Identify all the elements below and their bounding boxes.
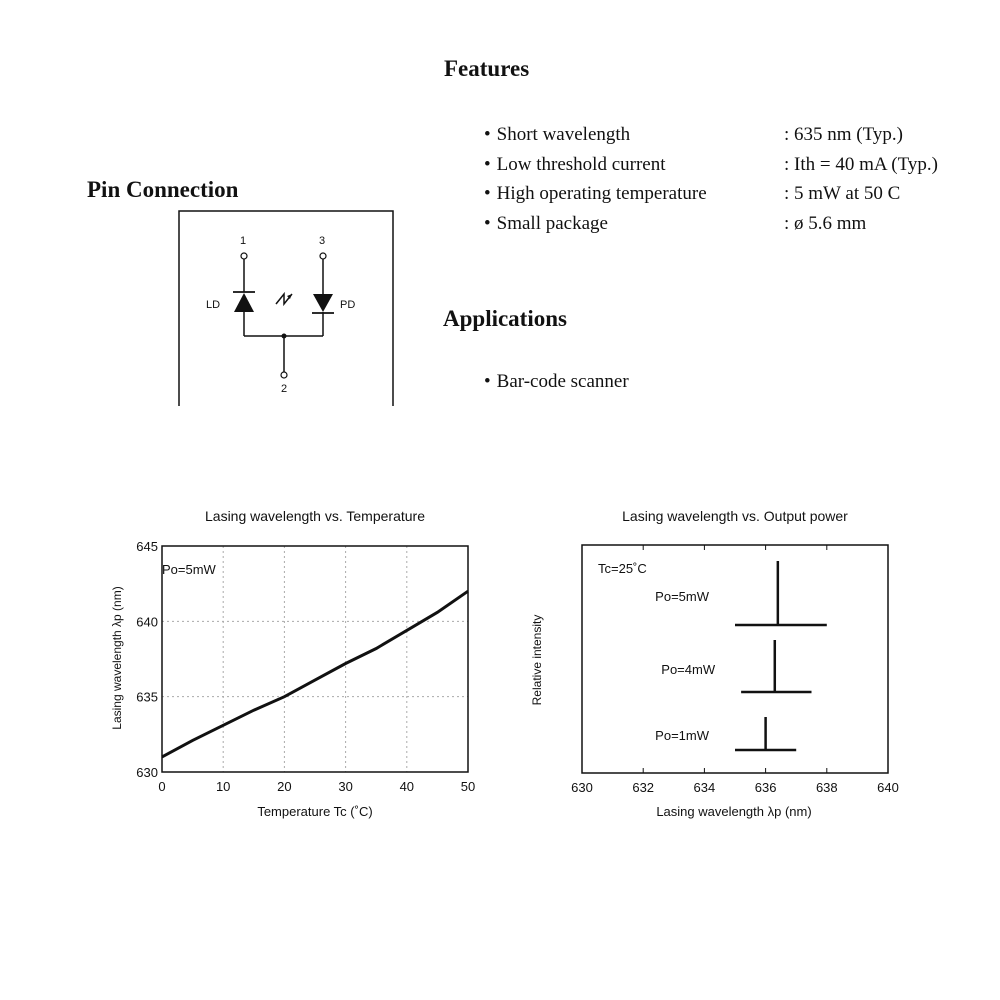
pin-connection-heading: Pin Connection [87, 177, 239, 202]
feature-value: : Ith = 40 mA (Typ.) [784, 153, 938, 175]
pin3-label: 3 [319, 235, 326, 247]
chart2-frame [582, 545, 888, 773]
pd-label: PD [340, 299, 356, 311]
chart2-xtick-label: 634 [693, 780, 716, 795]
feature-name: • Short wavelength [484, 120, 784, 150]
feature-value: : 635 nm (Typ.) [784, 124, 903, 145]
chart2-xtick-label: 636 [754, 780, 777, 795]
chart2-xtick-label: 630 [571, 780, 593, 795]
chart2-series-label: Po=1mW [655, 728, 709, 743]
feature-name: • Small package [484, 209, 784, 239]
chart1-xtick-label: 20 [277, 779, 292, 794]
application-item: • Bar-code scanner [484, 371, 629, 393]
feature-name: • Low threshold current [484, 150, 784, 180]
chart1-ytick-label: 635 [136, 689, 158, 705]
chart1-xtick-label: 10 [215, 779, 231, 794]
chart2-xtick-label: 638 [815, 780, 838, 795]
chart2-xtick-label: 640 [877, 780, 899, 795]
chart1-annotation: Po=5mW [162, 562, 216, 577]
chart2-annotation: Tc=25˚C [598, 561, 647, 576]
chart2-series-label: Po=4mW [661, 662, 716, 677]
chart2-ylabel: Relative intensity [530, 614, 544, 706]
chart2-xtick-label: 632 [632, 780, 655, 795]
feature-value: : 5 mW at 50 C [784, 183, 901, 204]
chart1-xlabel: Temperature Tc (˚C) [257, 804, 373, 819]
chart1-ytick-label: 645 [136, 539, 158, 554]
chart1-ytick-label: 640 [136, 614, 158, 630]
chart1-ylabel: Lasing wavelength λp (nm) [110, 586, 124, 730]
chart2-peaks [655, 561, 827, 750]
features-heading: Features [444, 56, 530, 81]
chart1-xtick-label: 40 [399, 779, 415, 794]
feature-name: • High operating temperature [484, 179, 784, 209]
pin2-label: 2 [281, 383, 288, 395]
chart2-series-label: Po=5mW [655, 589, 709, 604]
ld-label: LD [206, 299, 221, 311]
chart2-ticks [571, 545, 899, 795]
chart1-xtick-label: 50 [460, 779, 476, 794]
pin1-label: 1 [240, 235, 247, 247]
chart1-ytick-label: 630 [136, 765, 158, 780]
chart2-title: Lasing wavelength vs. Output power [622, 508, 848, 524]
feature-value: : ø 5.6 mm [784, 212, 867, 234]
chart1-title: Lasing wavelength vs. Temperature [205, 508, 425, 524]
applications-heading: Applications [443, 306, 567, 331]
chart1-xtick-label: 30 [338, 779, 353, 794]
chart1-xtick-label: 0 [158, 779, 166, 794]
chart2-xlabel: Lasing wavelength λp (nm) [656, 804, 812, 819]
